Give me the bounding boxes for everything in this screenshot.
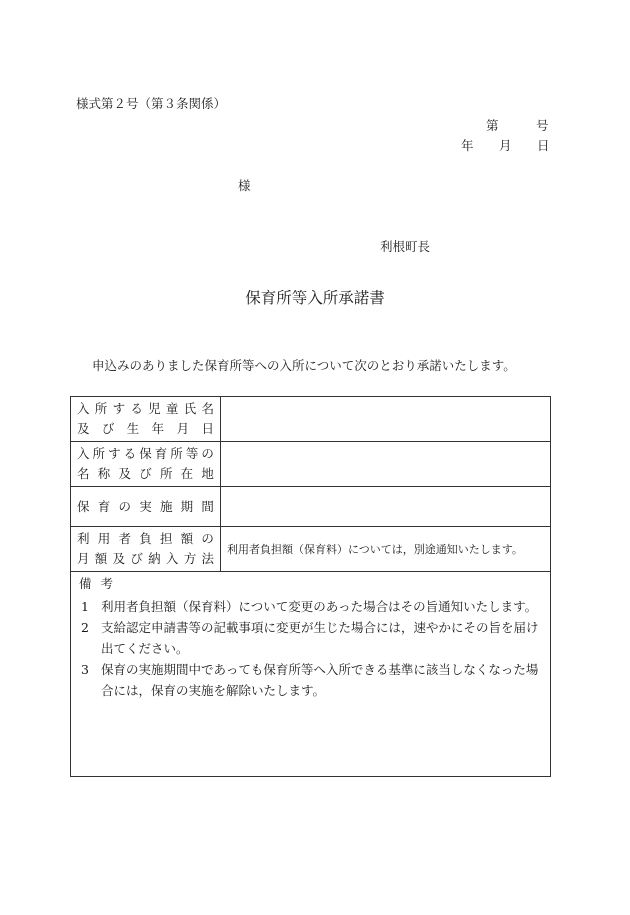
label-char: 額: [94, 551, 108, 566]
notes-cell: [71, 572, 551, 777]
note-text: 利用者負担額（保育料）について変更のあった場合はその旨通知いたします。: [101, 599, 538, 614]
label-char: 称: [97, 466, 111, 481]
label-char: す: [112, 401, 126, 416]
label-char: 方: [183, 551, 197, 566]
label-line: [77, 399, 214, 419]
label-char: 年: [151, 421, 165, 436]
table-row: [71, 527, 551, 572]
label-char: の: [201, 531, 214, 546]
issuer-name: 利根町長: [380, 239, 431, 254]
label-char: 施: [159, 498, 173, 514]
value-facility[interactable]: [221, 442, 551, 487]
label-char: び: [139, 466, 152, 481]
label-char: 用: [97, 531, 111, 546]
label-char: 者: [118, 531, 131, 546]
label-line: [77, 444, 214, 464]
document-title: 保育所等入所承諾書: [245, 289, 385, 307]
table-row: [71, 397, 551, 442]
label-char: 実: [139, 498, 152, 514]
label-char: 及: [118, 466, 131, 481]
label-char: 等: [185, 446, 199, 461]
value-fee: [221, 527, 551, 572]
number-suffix: 号: [536, 118, 549, 133]
label-child-name: [71, 397, 221, 442]
label-char: 額: [180, 531, 194, 546]
acceptance-table: [70, 396, 551, 777]
label-char: 保: [77, 498, 90, 514]
label-char: 名: [201, 401, 214, 416]
label-line: [77, 497, 214, 517]
label-line: [77, 549, 214, 569]
note-number: 3: [81, 662, 89, 677]
label-char: 所: [170, 446, 183, 461]
table-row: [71, 487, 551, 527]
note-item: [71, 659, 550, 701]
label-char: 考: [100, 576, 113, 591]
label-char: 児: [148, 401, 161, 416]
date-year: 年: [461, 138, 474, 153]
label-char: 負: [139, 531, 152, 546]
note-number: 2: [81, 620, 89, 635]
label-char: 所: [94, 401, 108, 416]
value-period[interactable]: [221, 487, 551, 527]
date-day: 日: [537, 138, 550, 153]
label-char: 在: [180, 466, 194, 481]
label-fee: [71, 527, 221, 572]
label-char: の: [118, 498, 131, 514]
label-char: 日: [201, 421, 214, 436]
label-char: 納: [148, 551, 161, 566]
label-char: 及: [77, 421, 90, 436]
intro-text: 申込みのありました保育所等への入所について次のとおり承諾いたします。: [92, 358, 516, 373]
label-char: 保: [139, 446, 152, 461]
label-char: す: [108, 446, 121, 461]
form-number: 様式第２号（第３条関係）: [76, 96, 227, 111]
label-period: [71, 487, 221, 527]
addressee-suffix: 様: [238, 178, 251, 193]
label-line: [77, 464, 214, 484]
number-prefix: 第: [486, 118, 499, 133]
table-row: [71, 442, 551, 487]
label-char: び: [101, 421, 115, 436]
label-char: る: [130, 401, 143, 416]
date-month: 月: [499, 138, 512, 153]
note-text: 保育の実施期間中であっても保育所等へ入所できる基準に該当しなくなった場合には，保育の実施を解除いたします。: [101, 662, 539, 698]
label-char: る: [123, 446, 137, 461]
label-char: 所: [92, 446, 106, 461]
label-char: 童: [165, 401, 179, 416]
label-char: 利: [77, 531, 90, 546]
label-char: 氏: [183, 401, 197, 416]
label-char: の: [201, 446, 214, 461]
label-line: [77, 419, 214, 439]
label-char: 月: [176, 421, 190, 436]
label-char: 間: [201, 498, 214, 514]
label-char: 及: [112, 551, 126, 566]
label-char: 法: [201, 551, 214, 566]
label-char: 入: [77, 446, 90, 461]
label-char: 育: [154, 446, 168, 461]
note-number: 1: [81, 599, 89, 614]
label-char: 地: [201, 466, 214, 481]
note-item: [71, 596, 550, 617]
label-char: 担: [159, 531, 173, 546]
label-char: 月: [77, 551, 90, 566]
value-child-name[interactable]: [221, 397, 551, 442]
note-text: 支給認定申請書等の記載事項に変更が生じた場合には，速やかにその旨を届け出てください。: [101, 620, 539, 656]
label-char: 期: [180, 498, 194, 514]
note-item: [71, 617, 550, 659]
label-char: 生: [126, 421, 140, 436]
label-char: 備: [79, 576, 92, 591]
label-line: [77, 529, 214, 549]
fee-note: 利用者負担額（保育料）については，別途通知いたします。: [227, 543, 523, 556]
label-facility: [71, 442, 221, 487]
label-char: 入: [77, 401, 90, 416]
label-char: 名: [77, 466, 90, 481]
label-char: び: [130, 551, 143, 566]
notes-title: [71, 572, 121, 596]
notes-row: [71, 572, 551, 777]
label-char: 入: [165, 551, 179, 566]
label-char: 育: [97, 498, 111, 514]
label-char: 所: [159, 466, 173, 481]
